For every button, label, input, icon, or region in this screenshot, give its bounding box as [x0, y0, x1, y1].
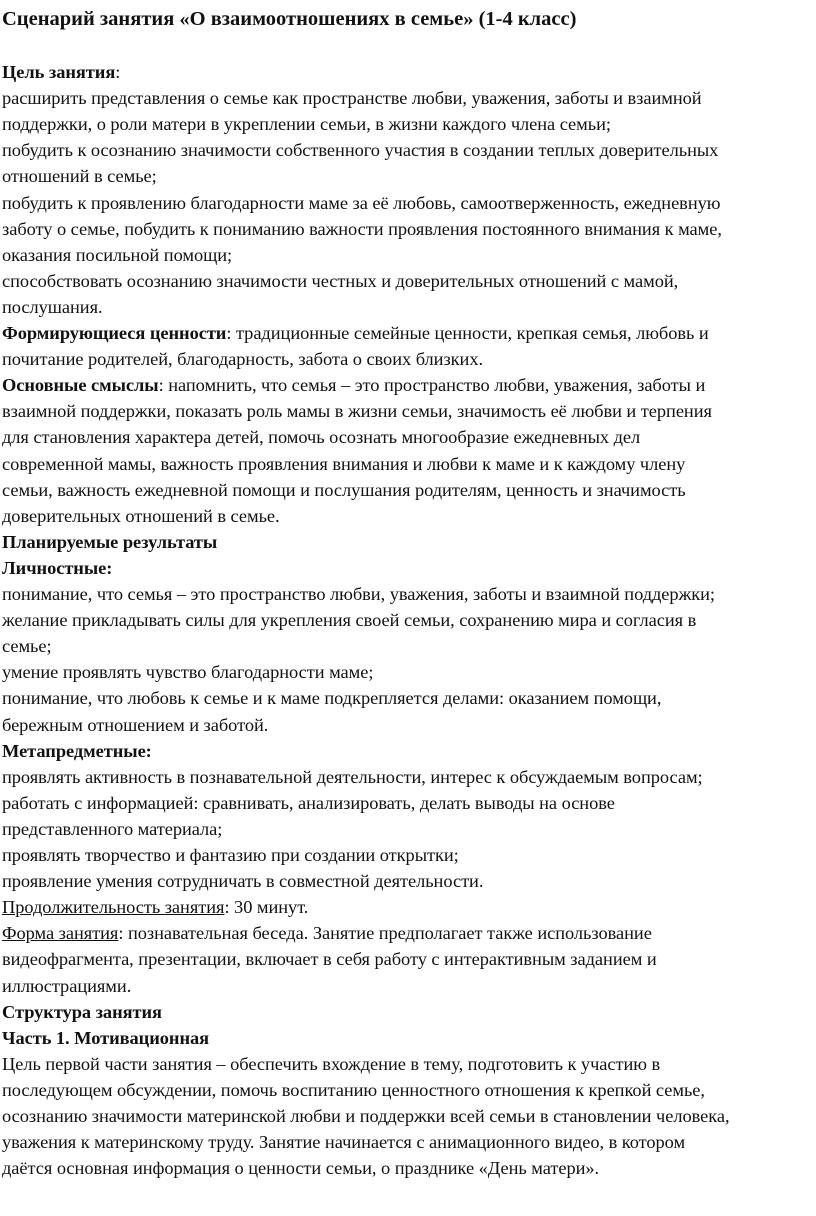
body-text: бережным отношением и заботой.: [2, 714, 269, 735]
body-text: доверительных отношений в семье.: [2, 505, 280, 526]
body-text: : 30 минут.: [224, 897, 309, 918]
body-text: осознанию значимости материнской любви и поддержки всей семьи в становлении человека,: [2, 1106, 730, 1126]
body-text: : напомнить, что семья – это пространство любви, уважения, заботы и: [158, 375, 706, 396]
body-text: видеофрагмента, презентации, включает в себя работу с интерактивным заданием и: [2, 949, 657, 970]
body-text: Цель первой части занятия – обеспечить вхождение в тему, подготовить к участию в: [2, 1053, 661, 1074]
underlined-label-text: Продолжительность занятия: [2, 897, 225, 918]
bold-heading-text: Личностные:: [2, 557, 113, 578]
text-line: [2, 451, 685, 477]
bold-heading-text: Основные смыслы: [2, 375, 159, 396]
body-text: представленного материала;: [2, 818, 223, 839]
text-line: [2, 424, 640, 450]
bold-heading-text: Метапредметные:: [2, 740, 152, 761]
body-text: : традиционные семейные ценности, крепкая семья, любовь и: [226, 323, 709, 343]
text-line: [2, 764, 703, 790]
text-line: [2, 111, 611, 137]
body-text: даётся основная информация о ценности семьи, о празднике «День матери».: [2, 1158, 600, 1179]
text-line: [2, 529, 217, 555]
text-line: [2, 503, 280, 529]
text-line: [2, 659, 373, 685]
body-text: оказания посильной помощи;: [2, 244, 233, 265]
body-text: : познавательная беседа. Занятие предполагает также использование: [118, 923, 652, 944]
text-line: [2, 294, 103, 320]
text-line: [2, 59, 120, 85]
body-text: заботу о семье, побудить к пониманию важности проявления постоянного внимания к маме,: [2, 218, 722, 239]
text-line: [2, 973, 131, 999]
body-text: понимание, что семья – это пространство любви, уважения, заботы и взаимной поддержки;: [2, 584, 715, 604]
body-text: способствовать осознанию значимости честных и доверительных отношений с мамой,: [2, 270, 679, 291]
text-line: [2, 216, 722, 242]
bold-heading-text: Формирующиеся ценности: [2, 323, 227, 343]
text-line: [2, 581, 715, 607]
text-line: [2, 607, 696, 633]
text-line: [2, 268, 678, 294]
text-line: [2, 163, 157, 189]
body-text: почитание родителей, благодарность, забота о своих близких.: [2, 349, 484, 370]
text-line: [2, 946, 657, 972]
body-text: семьи, важность ежедневной помощи и послушания родителям, ценность и значимость: [2, 479, 686, 500]
text-line: [2, 816, 222, 842]
body-text: семье;: [2, 636, 52, 657]
text-line: [2, 1155, 599, 1181]
body-text: последующем обсуждении, помочь воспитанию ценностного отношения к крепкой семье,: [2, 1079, 705, 1100]
text-line: [2, 372, 705, 398]
body-text: побудить к осознанию значимости собственного участия в создании теплых доверительных: [2, 140, 719, 161]
text-line: [2, 477, 686, 503]
text-line: [2, 868, 483, 894]
text-line: [2, 555, 112, 581]
body-text: взаимной поддержки, показать роль мамы в жизни семьи, значимость её любви и терпения: [2, 401, 712, 422]
bold-heading-text: Часть 1. Мотивационная: [2, 1027, 210, 1048]
text-line: [2, 85, 702, 111]
text-line: [2, 242, 232, 268]
body-text: проявление умения сотрудничать в совместной деятельности.: [2, 871, 484, 892]
body-text: отношений в семье;: [2, 166, 157, 187]
text-line: [2, 398, 712, 424]
text-line: [2, 190, 720, 216]
body-text: понимание, что любовь к семье и к маме подкрепляется делами: оказанием помощи,: [2, 688, 662, 709]
text-line: [2, 1103, 730, 1129]
body-text: желание прикладывать силы для укрепления своей семьи, сохранению мира и согласия в: [2, 610, 697, 631]
body-text: для становления характера детей, помочь осознать многообразие ежедневных дел: [2, 427, 641, 448]
body-text: проявлять активность в познавательной деятельности, интерес к обсуждаемым вопросам;: [2, 766, 703, 787]
text-line: [2, 790, 615, 816]
text-line: [2, 999, 162, 1025]
text-line: [2, 842, 459, 868]
text-line: [2, 346, 483, 372]
body-text: побудить к проявлению благодарности маме за её любовь, самоотверженность, ежедневную: [2, 192, 721, 213]
text-line: [2, 920, 652, 946]
text-line: [2, 1025, 209, 1051]
text-line: [2, 894, 308, 920]
text-line: [2, 1129, 685, 1155]
bold-heading-text: Структура занятия: [2, 1001, 162, 1022]
body-text: расширить представления о семье как пространстве любви, уважения, заботы и взаимной: [2, 88, 702, 109]
body-text: уважения к материнскому труду. Занятие начинается с анимационного видео, в котором: [2, 1132, 686, 1153]
body-text: проявлять творчество и фантазию при создании открытки;: [2, 845, 459, 865]
body-text: умение проявлять чувство благодарности маме;: [2, 662, 374, 683]
body-text: :: [115, 62, 121, 82]
text-line: [2, 685, 661, 711]
text-line: [2, 320, 709, 346]
body-text: послушания.: [2, 296, 103, 317]
text-line: [2, 738, 152, 764]
text-line: [2, 1051, 660, 1077]
bold-heading-text: Планируемые результаты: [2, 531, 218, 552]
document-title: Сценарий занятия «О взаимоотношениях в семье» (1-4 класс): [2, 8, 577, 30]
text-line: [2, 137, 718, 163]
text-line: [2, 712, 268, 738]
text-line: [2, 1077, 705, 1103]
text-line: [2, 633, 52, 659]
body-text: современной мамы, важность проявления внимания и любви к маме и к каждому члену: [2, 453, 686, 474]
underlined-label-text: Форма занятия: [2, 923, 119, 944]
body-text: иллюстрациями.: [2, 975, 132, 996]
bold-heading-text: Цель занятия: [2, 62, 116, 82]
body-text: поддержки, о роли матери в укреплении семьи, в жизни каждого члена семьи;: [2, 114, 611, 135]
body-text: работать с информацией: сравнивать, анализировать, делать выводы на основе: [2, 792, 615, 813]
